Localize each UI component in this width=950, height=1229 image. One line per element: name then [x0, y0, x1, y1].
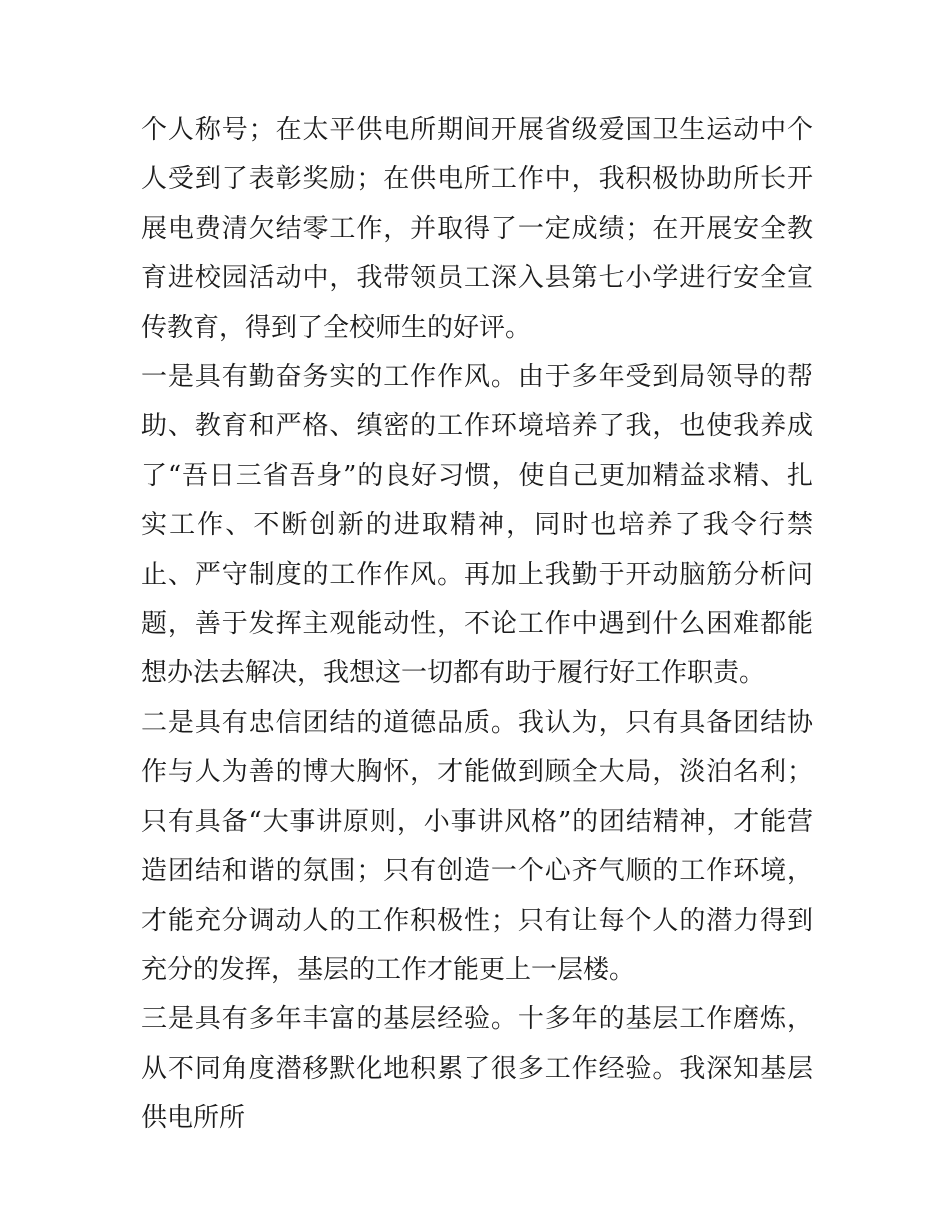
paragraph-work-style: 一是具有勤奋务实的工作作风。由于多年受到局领导的帮助、教育和严格、缜密的工作环境培养了我，也使我养成了“吾日三省吾身”的良好习惯，使自己更加精益求精、扎实工作、不断创新的进取精神，同时也培养了我令行禁止、严守制度的工作作风。再加上我勤于开动脑筋分析问题，善于发挥主观能动性，不论工作中遇到什么困难都能想办法去解决，我想这一切都有助于履行好工作职责。 — [141, 362, 813, 689]
paragraph-moral-quality: 二是具有忠信团结的道德品质。我认为，只有具备团结协作与人为善的博大胸怀，才能做到顾全大局，淡泊名利；只有具备“大事讲原则，小事讲风格”的团结精神，才能营造团结和谐的氛围；只有创造一个心齐气顺的工作环境，才能充分调动人的工作积极性；只有让每个人的潜力得到充分的发挥，基层的工作才能更上一层楼。 — [141, 707, 813, 985]
document-body — [141, 106, 813, 1144]
paragraph-awards: 个人称号；在太平供电所期间开展省级爱国卫生运动中个人受到了表彰奖励；在供电所工作中，我积极协助所长开展电费清欠结零工作，并取得了一定成绩；在开展安全教育进校园活动中，我带领员工深入县第七小学进行安全宣传教育，得到了全校师生的好评。 — [141, 115, 813, 343]
paragraph-grassroots-experience: 三是具有多年丰富的基层经验。十多年的基层工作磨炼，从不同角度潜移默化地积累了很多工作经验。我深知基层供电所所 — [141, 1004, 813, 1134]
